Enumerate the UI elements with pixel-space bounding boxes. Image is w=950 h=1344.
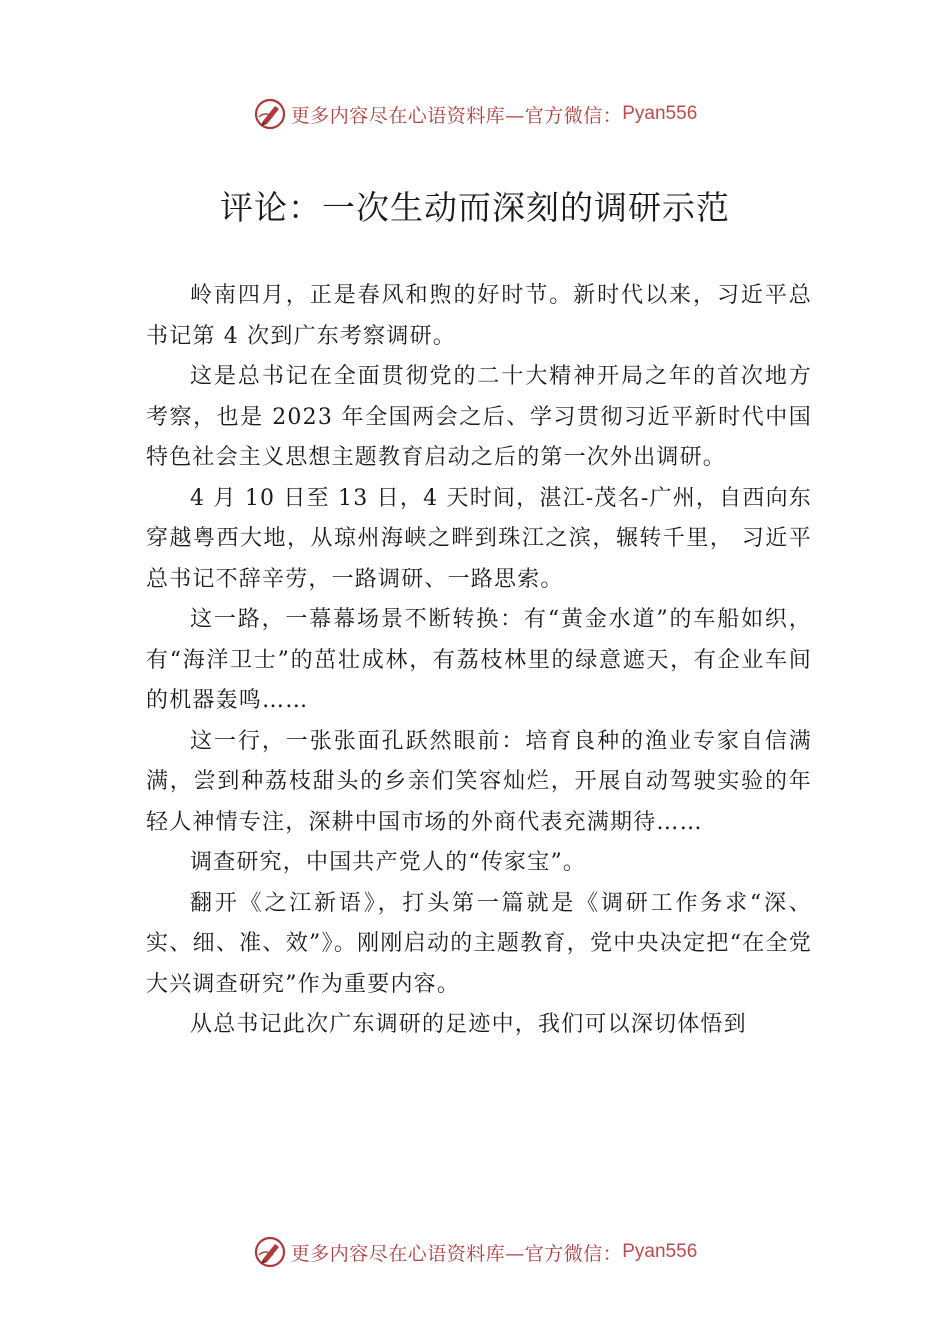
paragraph: 4 月 10 日至 13 日，4 天时间，湛江-茂名-广州，自西向东穿越粤西大地，从琼州海峡之畔到珠江之滨，辗转千里， 习近平总书记不辞辛劳，一路调研、一路思索。 (146, 485, 812, 592)
watermark-wechat-id: Pyan556 (622, 1241, 698, 1262)
paragraph: 这是总书记在全面贯彻党的二十大精神开局之年的首次地方考察，也是 2023 年全国两会之后、学习贯彻习近平新时代中国特色社会主义思想主题教育启动之后的第一次外出调研。 (146, 364, 812, 470)
pen-logo-icon (253, 1235, 287, 1269)
watermark-banner-top (0, 92, 950, 136)
paragraph: 调查研究，中国共产党人的“传家宝”。 (190, 850, 587, 875)
article-body (146, 276, 812, 1046)
pen-logo-icon (253, 97, 287, 131)
paragraph: 翻开《之江新语》，打头第一篇就是《调研工作务求“深、实、细、准、效”》。刚刚启动的主题教育，党中央决定把“在全党大兴调查研究”作为重要内容。 (146, 890, 812, 997)
watermark-wechat-id: Pyan556 (622, 103, 698, 124)
watermark-banner-bottom (0, 1230, 950, 1274)
paragraph: 从总书记此次广东调研的足迹中，我们可以深切体悟到 (190, 1012, 747, 1037)
document-title: 评论：一次生动而深刻的调研示范 (220, 188, 730, 227)
watermark-text: 更多内容尽在心语资料库—官方微信： (290, 104, 623, 127)
paragraph: 岭南四月，正是春风和煦的好时节。新时代以来，习近平总书记第 4 次到广东考察调研。 (146, 283, 812, 349)
watermark-text: 更多内容尽在心语资料库—官方微信： (290, 1242, 623, 1265)
paragraph: 这一行，一张张面孔跃然眼前：培育良种的渔业专家自信满满，尝到种荔枝甜头的乡亲们笑容灿烂，开展自动驾驶实验的年轻人神情专注，深耕中国市场的外商代表充满期待…… (146, 728, 812, 835)
paragraph: 这一路，一幕幕场景不断转换：有“黄金水道”的车船如织，有“海洋卫士”的茁壮成林，有荔枝林里的绿意遮天，有企业车间的机器轰鸣…… (146, 607, 812, 713)
